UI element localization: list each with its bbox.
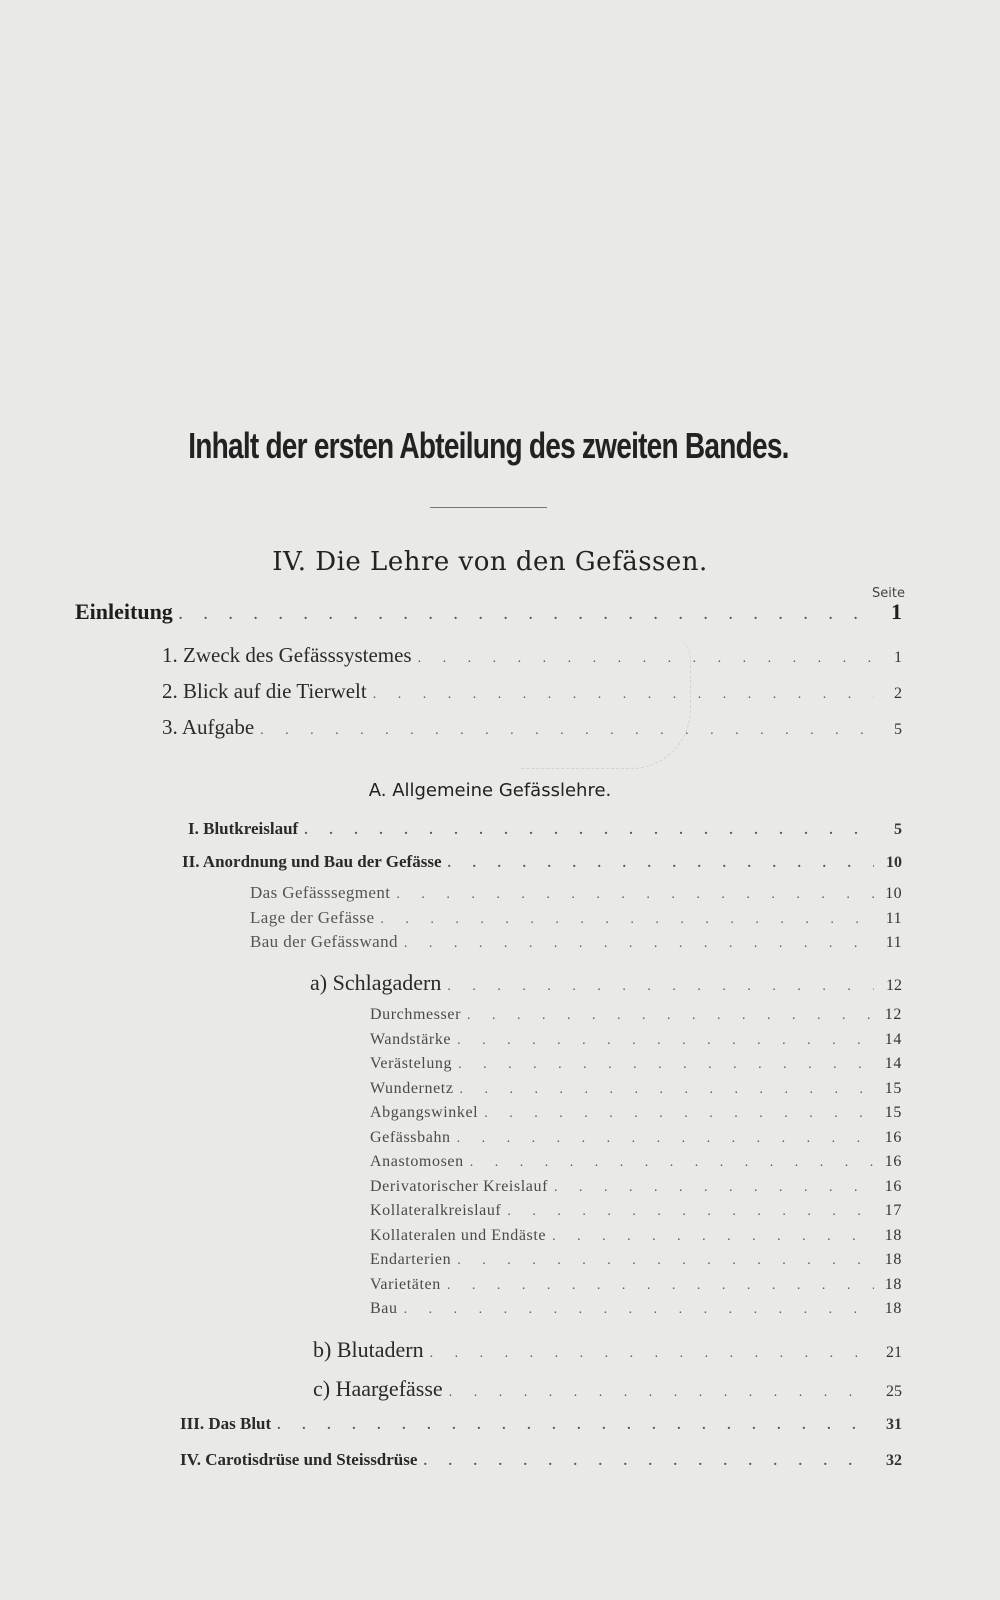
toc-entry-label: Gefässbahn — [370, 1129, 451, 1146]
toc-entry-label: Einleitung — [75, 599, 173, 624]
leader-dots — [373, 687, 874, 703]
toc-entry — [370, 1178, 902, 1196]
toc-entry — [370, 1104, 902, 1122]
page-column-label: Seite — [872, 586, 905, 601]
leader-dots — [396, 887, 874, 903]
toc-entry-label: a) Schlagadern — [310, 970, 442, 995]
toc-entry-page: 16 — [884, 1178, 902, 1195]
toc-entry-page: 12 — [884, 1006, 902, 1023]
toc-entry — [370, 1202, 902, 1220]
toc-entry-page: 15 — [884, 1104, 902, 1121]
leader-dots — [277, 1418, 874, 1434]
toc-entry-label: Durchmesser — [370, 1006, 462, 1023]
leader-dots — [554, 1180, 874, 1196]
toc-entry — [370, 1031, 902, 1049]
part-heading: IV. Die Lehre von den Gefässen. — [272, 547, 708, 577]
toc-entry-page: 5 — [894, 721, 902, 738]
page-title: Inhalt der ersten Abteilung des zweiten Bandes. — [188, 425, 789, 466]
leader-dots — [467, 1008, 874, 1024]
toc-entry-label: Das Gefässsegment — [250, 883, 391, 902]
toc-entry — [250, 932, 902, 952]
toc-entry-page: 16 — [884, 1129, 902, 1146]
leader-dots — [380, 912, 874, 928]
toc-entry — [370, 1006, 902, 1024]
toc-entry-label: II. Anordnung und Bau der Gefässe — [182, 852, 442, 871]
toc-entry-page: 18 — [884, 1300, 902, 1317]
toc-entry-label: Bau der Gefässwand — [250, 932, 398, 951]
toc-entry-label: Verästelung — [370, 1055, 453, 1072]
toc-entry-page: 14 — [884, 1055, 902, 1072]
toc-entry — [250, 908, 902, 928]
leader-dots — [470, 1155, 874, 1171]
toc-entry-page: 25 — [886, 1383, 902, 1400]
leader-dots — [449, 1385, 874, 1401]
toc-entry-page: 11 — [885, 910, 902, 927]
toc-entry — [162, 715, 902, 740]
toc-entry-page: 10 — [885, 885, 902, 902]
leader-dots — [448, 856, 875, 872]
toc-entry-page: 14 — [884, 1031, 902, 1048]
leader-dots — [179, 608, 874, 624]
toc-entry — [370, 1300, 902, 1318]
leader-dots — [304, 823, 874, 839]
section-heading: A. Allgemeine Gefässlehre. — [368, 780, 612, 801]
toc-entry-label: III. Das Blut — [180, 1414, 272, 1433]
toc-entry — [310, 970, 902, 996]
toc-entry-label: Anastomosen — [370, 1153, 464, 1170]
leader-dots — [552, 1229, 874, 1245]
toc-entry — [370, 1080, 902, 1098]
toc-entry-page: 12 — [886, 977, 902, 994]
leader-dots — [430, 1346, 874, 1362]
toc-entry — [313, 1376, 902, 1402]
toc-entry-page: 2 — [894, 685, 902, 702]
toc-entry-label: Abgangswinkel — [370, 1104, 479, 1121]
toc-entry-label: c) Haargefässe — [313, 1376, 443, 1401]
toc-entry-page: 11 — [885, 934, 902, 951]
leader-dots — [423, 1454, 874, 1470]
toc-entry — [180, 1414, 902, 1434]
toc-entry — [182, 852, 902, 872]
toc-entry-label: Kollateralen und Endäste — [370, 1227, 547, 1244]
leader-dots — [457, 1131, 874, 1147]
leader-dots — [458, 1057, 874, 1073]
toc-entry-label: Varietäten — [370, 1276, 441, 1293]
toc-entry-label: 2. Blick auf die Tierwelt — [162, 679, 367, 703]
leader-dots — [404, 1302, 874, 1318]
toc-entry-label: 3. Aufgabe — [162, 715, 255, 739]
toc-entry — [370, 1055, 902, 1073]
leader-dots — [457, 1033, 874, 1049]
leader-dots — [447, 979, 874, 995]
toc-entry — [370, 1227, 902, 1245]
toc-entry — [180, 1450, 902, 1470]
toc-entry-page: 5 — [894, 821, 902, 838]
toc-entry — [370, 1153, 902, 1171]
toc-entry-page: 16 — [884, 1153, 902, 1170]
toc-entry-label: Wandstärke — [370, 1031, 452, 1048]
toc-entry-page: 1 — [894, 649, 902, 666]
toc-entry-page: 17 — [884, 1202, 902, 1219]
toc-entry — [162, 679, 902, 704]
leader-dots — [447, 1278, 874, 1294]
title-divider — [430, 507, 547, 508]
toc-entry — [313, 1337, 902, 1363]
toc-entry-page: 32 — [886, 1452, 902, 1469]
toc-entry — [250, 883, 902, 903]
leader-dots — [404, 936, 874, 952]
toc-entry-page: 10 — [886, 854, 902, 871]
leader-dots — [457, 1253, 874, 1269]
toc-entry-label: IV. Carotisdrüse und Steissdrüse — [180, 1450, 418, 1469]
leader-dots — [507, 1204, 874, 1220]
leader-dots — [260, 723, 874, 739]
toc-entry-label: Wundernetz — [370, 1080, 454, 1097]
toc-entry-page: 31 — [886, 1416, 902, 1433]
toc-entry-label: Kollateralkreislauf — [370, 1202, 502, 1219]
toc-entry — [188, 819, 902, 839]
toc-entry-label: Derivatorischer Kreislauf — [370, 1178, 549, 1195]
toc-entry-page: 15 — [884, 1080, 902, 1097]
toc-entry-einleitung — [75, 599, 902, 625]
toc-entry-label: Endarterien — [370, 1251, 452, 1268]
toc-entry-label: Lage der Gefässe — [250, 908, 375, 927]
toc-entry — [162, 643, 902, 668]
toc-entry — [370, 1129, 902, 1147]
toc-entry — [370, 1251, 902, 1269]
toc-entry-label: b) Blutadern — [313, 1337, 424, 1362]
toc-entry-page: 1 — [891, 599, 902, 624]
toc-entry-label: Bau — [370, 1300, 398, 1317]
toc-entry — [370, 1276, 902, 1294]
leader-dots — [460, 1082, 874, 1098]
toc-entry-page: 18 — [884, 1251, 902, 1268]
toc-entry-label: 1. Zweck des Gefässsystemes — [162, 643, 412, 667]
toc-entry-page: 18 — [884, 1227, 902, 1244]
leader-dots — [418, 651, 874, 667]
toc-entry-label: I. Blutkreislauf — [188, 819, 299, 838]
toc-entry-page: 21 — [886, 1344, 902, 1361]
toc-entry-page: 18 — [884, 1276, 902, 1293]
leader-dots — [484, 1106, 874, 1122]
